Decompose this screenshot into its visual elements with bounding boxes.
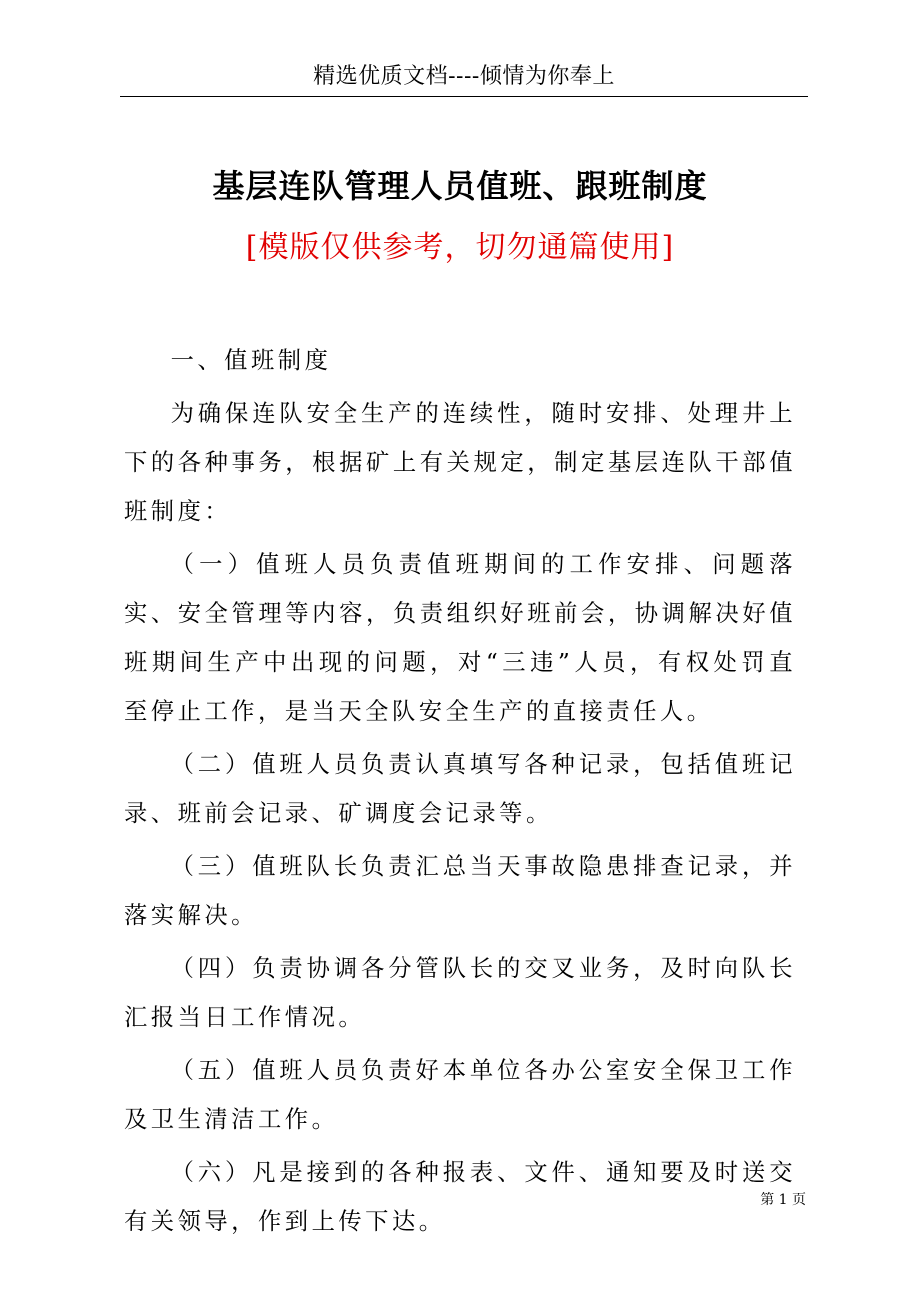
- intro-paragraph: 为确保连队安全生产的连续性，随时安排、处理井上下的各种事务，根据矿上有关规定，制定基层连队干部值班制度：: [124, 400, 796, 525]
- list-item-4: （四）负责协调各分管队长的交叉业务，及时向队长汇报当日工作情况。: [124, 955, 796, 1031]
- header-divider: [120, 96, 808, 97]
- list-item-2: （二）值班人员负责认真填写各种记录，包括值班记录、班前会记录、矿调度会记录等。: [124, 751, 796, 827]
- document-subtitle: [模版仅供参考，切勿通篇使用]: [245, 230, 675, 265]
- list-item-6: （六）凡是接到的各种报表、文件、通知要及时送交有关领导，作到上传下达。: [124, 1159, 796, 1235]
- list-item-1: （一）值班人员负责值班期间的工作安排、问题落实、安全管理等内容，负责组织好班前会，协调解决好值班期间生产中出现的问题，对“三违”人员，有权处罚直至停止工作，是当天全队安全生产的直接责任人。: [124, 551, 796, 725]
- section-heading: 一、值班制度: [170, 347, 332, 374]
- document-body: [124, 336, 796, 1246]
- list-item-3: （三）值班队长负责汇总当天事故隐患排查记录，并落实解决。: [124, 853, 796, 929]
- list-item-5: （五）值班人员负责好本单位各办公室安全保卫工作及卫生清洁工作。: [124, 1057, 796, 1133]
- document-title: 基层连队管理人员值班、跟班制度: [212, 167, 708, 205]
- page-header: 精选优质文档----倾情为你奉上: [313, 64, 615, 89]
- page-number: 第 1 页: [760, 1192, 806, 1208]
